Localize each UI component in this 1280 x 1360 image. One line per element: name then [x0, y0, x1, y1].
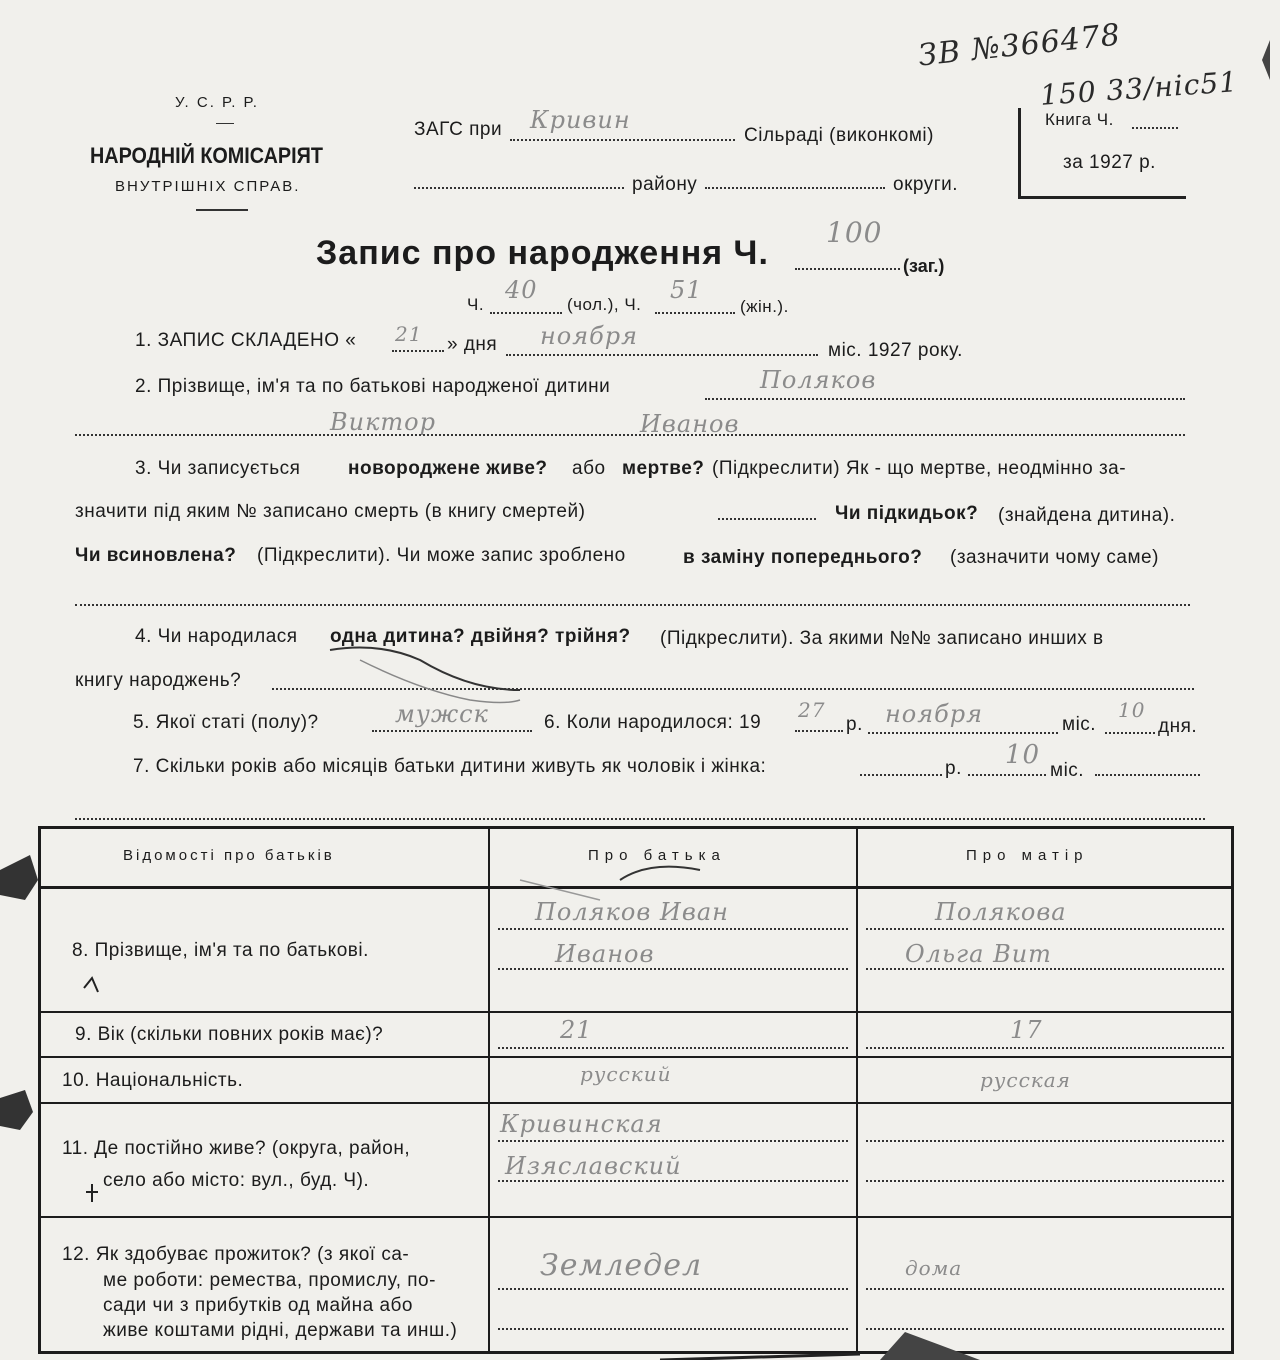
book-line: [1132, 127, 1178, 129]
father-address-2: Изяславский: [505, 1152, 682, 1180]
cell-line: [498, 1288, 848, 1290]
page-tear-mark: [0, 855, 38, 900]
father-address-1: Кривинская: [500, 1110, 663, 1138]
table-row-divider: [38, 1011, 1234, 1013]
divider: [196, 209, 248, 211]
table-row-divider: [38, 1056, 1234, 1058]
row-9-label: 9. Вік (скільки повних років має)?: [75, 1024, 384, 1045]
mother-name-2: Ольга Вит: [905, 940, 1052, 968]
cell-line: [498, 928, 848, 930]
row-12-label-3: сади чи з прибутків од майна або: [103, 1295, 413, 1316]
cell-line: [866, 928, 1224, 930]
female-line: [655, 312, 735, 314]
item-2-label: 2. Прізвище, ім'я та по батькові народженої дитини: [135, 376, 611, 397]
item-4-book: книгу народжень?: [75, 670, 242, 691]
row-11-label: 11. Де постійно живе? (округа, район,: [62, 1138, 411, 1159]
birth-month: ноября: [885, 700, 984, 728]
years-abbrev: р.: [945, 758, 962, 779]
underline-stroke: [330, 648, 520, 690]
item-1-year: міс. 1927 року.: [828, 340, 963, 361]
item-4-cont: (Підкреслити). За якими №№ записано инших в: [660, 628, 1104, 649]
item-7-line: [75, 818, 1205, 820]
row-12-label-2: ме роботи: ремества, промислу, по-: [103, 1270, 436, 1291]
father-age: 21: [560, 1016, 593, 1044]
record-number: 100: [826, 216, 883, 249]
female-number: 51: [670, 276, 703, 304]
birth-month-line: [868, 732, 1058, 734]
pencil-stroke: [360, 660, 520, 703]
child-sex: мужск: [395, 700, 489, 728]
sex-line: [372, 730, 532, 732]
cell-line: [866, 1047, 1224, 1049]
rayon-label: району: [632, 174, 698, 195]
item-3-cont: (Підкреслити) Як - що мертве, неодмінно за-: [712, 458, 1127, 479]
alive-option: новороджене живе?: [348, 458, 548, 479]
month-abbrev: міс.: [1062, 714, 1097, 735]
table-header-info: Відомості про батьків: [123, 847, 335, 864]
book-label: Книга Ч.: [1045, 110, 1114, 129]
commissariat-title: НАРОДНІЙ КОМІСАРІЯТ: [90, 143, 323, 168]
rayon-line: [414, 187, 624, 189]
cell-line: [866, 1180, 1224, 1182]
item-1-start: 1. ЗАПИС СКЛАДЕНО «: [135, 330, 357, 351]
table-row-divider: [38, 886, 1234, 889]
female-label: (жін.).: [740, 297, 789, 316]
row-11-label-cont: село або місто: вул., буд. Ч).: [103, 1170, 370, 1191]
day-line: [392, 350, 444, 352]
zags-line: [510, 139, 735, 141]
male-line: [490, 312, 562, 314]
zags-village: Сільраді (виконкомі): [744, 125, 934, 146]
father-name-2: Иванов: [555, 940, 655, 968]
father-name-1: Поляков Иван: [535, 898, 729, 926]
day-word: дня.: [1158, 716, 1198, 737]
mother-name-1: Полякова: [935, 898, 1067, 926]
edge-mark: [1262, 40, 1270, 80]
state-abbrev: У. С. Р. Р.: [175, 94, 259, 111]
zags-prefix: ЗАГС при: [414, 119, 503, 140]
mother-age: 17: [1010, 1016, 1043, 1044]
foundling-question: Чи підкидьок?: [835, 503, 979, 524]
zags-handwritten: Кривин: [530, 106, 631, 134]
replace-question: в заміну попереднього?: [683, 547, 923, 568]
months-abbrev: міс.: [1050, 760, 1085, 781]
divider: [216, 123, 234, 124]
child-patronymic: Иванов: [640, 410, 740, 438]
marriage-months: 10: [1005, 740, 1041, 770]
row-10-label: 10. Національність.: [62, 1070, 244, 1091]
row-8-label: 8. Прізвище, ім'я та по батькові.: [72, 940, 369, 961]
male-number: 40: [505, 276, 538, 304]
table-col-divider: [488, 826, 490, 1354]
item-3-start: 3. Чи записується: [135, 458, 301, 479]
record-day: 21: [395, 322, 423, 346]
father-nationality: русский: [580, 1062, 672, 1086]
item-1-day-word: » дня: [447, 334, 498, 355]
table-row-divider: [38, 1216, 1234, 1218]
cell-line: [866, 1288, 1224, 1290]
record-suffix: (заг.): [903, 256, 945, 276]
cell-line: [866, 1140, 1224, 1142]
birth-day: 10: [1118, 698, 1146, 722]
marriage-months-line: [968, 774, 1046, 776]
marriage-years-line: [860, 774, 942, 776]
child-name: Виктор: [330, 408, 436, 436]
child-surname: Поляков: [760, 366, 877, 394]
adopted-question: Чи всиновлена?: [75, 545, 237, 566]
replace-note: (зазначити чому саме): [950, 547, 1159, 568]
table-col-divider: [856, 826, 858, 1354]
month-line: [506, 354, 818, 356]
table-row-divider: [38, 1102, 1234, 1104]
ch-label: Ч.: [467, 295, 485, 314]
item-3-death: значити під яким № записано смерть (в книгу смертей): [75, 501, 586, 522]
mother-nationality: русская: [980, 1068, 1071, 1092]
cell-line: [498, 968, 848, 970]
archive-page: 150 33/ніс51: [1039, 65, 1240, 112]
record-number-line: [795, 268, 900, 270]
cell-line: [498, 1047, 848, 1049]
bottom-edge-stroke: [660, 1354, 860, 1360]
book-year: за 1927 р.: [1063, 152, 1156, 173]
cell-line: [498, 1140, 848, 1142]
item-7-label: 7. Скільки років або місяців батьки дитини живуть як чоловік і жінка:: [133, 756, 767, 777]
page-tear-mark: [0, 1090, 33, 1130]
cell-line: [498, 1328, 848, 1330]
birth-count-options: одна дитина? двійня? трійня?: [330, 626, 631, 647]
item-4-line: [272, 688, 1194, 690]
item-5-label: 5. Якої статі (полу)?: [133, 712, 319, 733]
child-surname-line: [705, 398, 1185, 400]
item-3-replace: (Підкреслити). Чи може запис зроблено: [257, 545, 626, 566]
okrug-label: округи.: [893, 174, 959, 195]
okrug-line: [705, 187, 885, 189]
birth-day-line: [1105, 732, 1155, 734]
child-name-line: [75, 434, 1185, 436]
birth-year: 27: [798, 698, 826, 722]
dead-option: мертве?: [622, 458, 705, 479]
item-7-tail-line: [1095, 774, 1200, 776]
foundling-note: (знайдена дитина).: [998, 505, 1176, 526]
table-header-father: Про батька: [588, 847, 726, 864]
birth-year-line: [795, 730, 843, 732]
item-6-label: 6. Коли народилося: 19: [544, 712, 762, 733]
item-4-start: 4. Чи народилася: [135, 626, 298, 647]
cell-line: [866, 968, 1224, 970]
archive-number: ЗВ №366478: [916, 17, 1123, 74]
father-occupation: Земледел: [540, 1248, 703, 1283]
death-number-line: [718, 518, 816, 520]
row-12-label-4: живе коштами рідні, держави та инш.): [103, 1320, 458, 1341]
table-header-mother: Про матір: [966, 847, 1089, 864]
cell-line: [498, 1180, 848, 1182]
item-3-line: [75, 604, 1190, 606]
record-title: Запис про народження Ч.: [316, 234, 769, 272]
record-month: ноября: [540, 322, 639, 350]
or-word: або: [572, 458, 606, 479]
department-title: ВНУТРІШНІХ СПРАВ.: [115, 178, 301, 195]
cell-line: [866, 1328, 1224, 1330]
year-abbrev: р.: [846, 714, 863, 735]
male-label: (чол.), Ч.: [567, 295, 642, 314]
row-12-label: 12. Як здобуває прожиток? (з якої са-: [62, 1244, 410, 1265]
mother-occupation: дома: [905, 1256, 963, 1280]
